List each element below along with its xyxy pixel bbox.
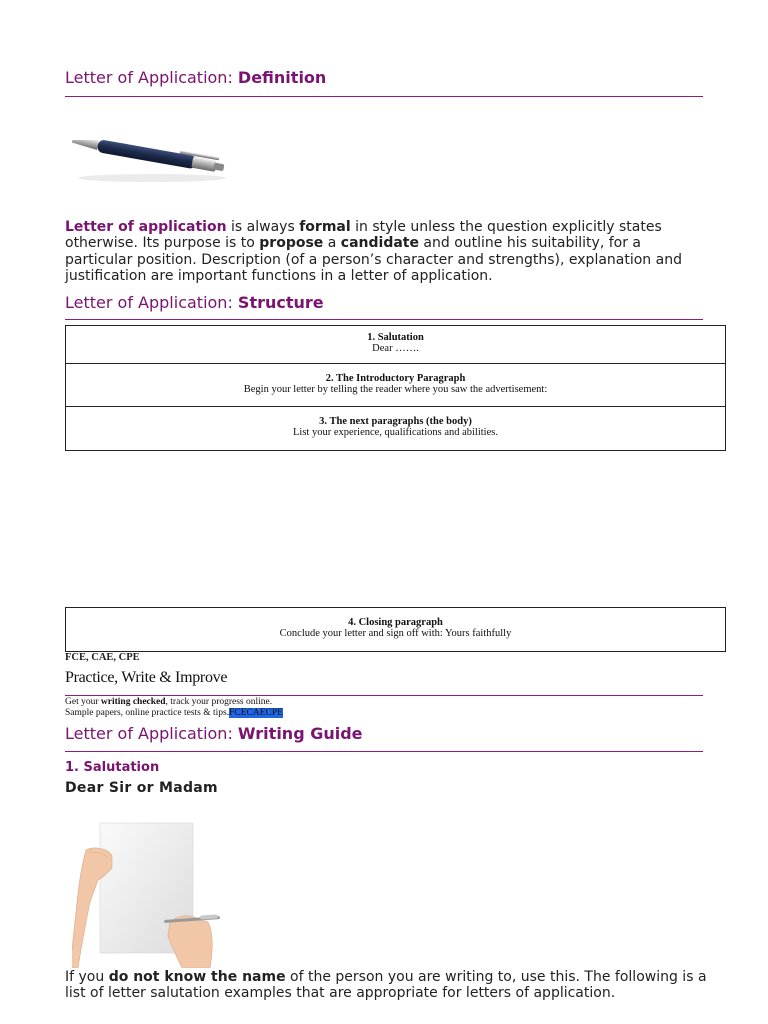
heading-definition: Letter of Application: Definition — [65, 68, 327, 87]
link-cae[interactable]: CAE — [246, 708, 266, 718]
structure-row: 2. The Introductory Paragraph Begin your letter by telling the reader where you saw the advertisement: — [65, 363, 726, 407]
link-cpe[interactable]: CPE — [265, 708, 283, 718]
promo-line-1: Get your writing checked, track your progress online. — [65, 697, 273, 707]
link-fce[interactable]: FCE — [229, 708, 247, 718]
structure-row: 1. Salutation Dear ……. — [65, 325, 726, 364]
promo-title: Practice, Write & Improve — [65, 669, 228, 686]
salutation-paragraph: If you do not know the name of the person you are writing to, use this. The following is a list of letter salutation examples that are appropriate for letters of application. — [65, 969, 707, 1002]
exam-levels: FCE, CAE, CPE — [65, 652, 140, 663]
divider — [65, 319, 703, 320]
heading-writing-guide: Letter of Application: Writing Guide — [65, 724, 363, 743]
heading-structure: Letter of Application: Structure — [65, 293, 324, 312]
salutation-example: Dear Sir or Madam — [65, 780, 218, 796]
divider — [65, 751, 703, 752]
structure-row: 4. Closing paragraph Conclude your letter and sign off with: Yours faithfully — [65, 607, 726, 652]
promo-line-2: Sample papers, online practice tests & tips.FCECAECPE — [65, 708, 283, 718]
structure-row: 3. The next paragraphs (the body) List your experience, qualifications and abilities. — [65, 406, 726, 451]
hands-holding-paper-image — [72, 822, 222, 968]
subheading-salutation: 1. Salutation — [65, 760, 160, 775]
divider — [65, 96, 703, 97]
divider — [65, 695, 703, 696]
definition-paragraph: Letter of application is always formal in style unless the question explicitly states otherwise. Its purpose is to propose a candidate and outline his suitability, for a particular position. Description (of a person’s character and strengths), explanation and justification are important functions in a letter of application. — [65, 219, 682, 285]
pen-image — [68, 140, 230, 184]
